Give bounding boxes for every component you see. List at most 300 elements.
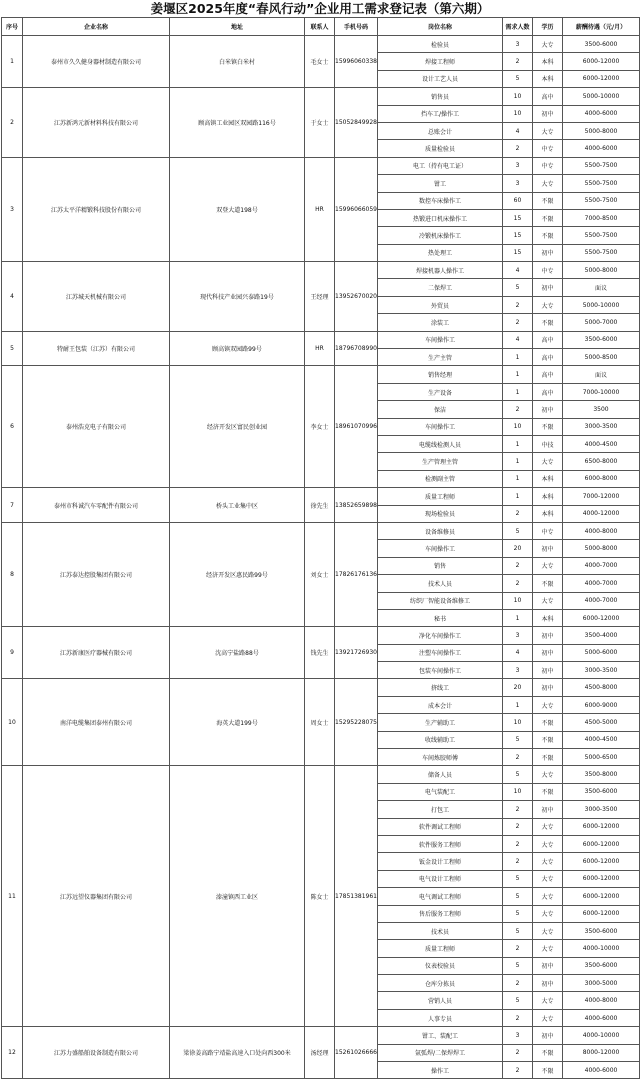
count-cell: 5 bbox=[503, 922, 533, 939]
count-cell: 3 bbox=[503, 36, 533, 53]
position-cell: 焊接机器人操作工 bbox=[378, 262, 503, 279]
position-cell: 电工（持有电工证） bbox=[378, 157, 503, 174]
salary-cell: 5000-8000 bbox=[563, 540, 640, 557]
salary-cell: 6000-12000 bbox=[563, 53, 640, 70]
count-cell: 10 bbox=[503, 105, 533, 122]
address-cell: 梁徐姜高路宁靖盐高速入口处向西300米 bbox=[170, 1027, 305, 1079]
salary-cell: 5500-7500 bbox=[563, 157, 640, 174]
company-cell: 江苏远望仪器集团有限公司 bbox=[23, 766, 170, 1027]
table-row bbox=[2, 88, 640, 105]
salary-cell: 5000-8000 bbox=[563, 262, 640, 279]
company-cell: 南洋电缆集团泰州有限公司 bbox=[23, 679, 170, 766]
contact-cell: 汤经理 bbox=[305, 1027, 335, 1079]
position-cell: 数控车床操作工 bbox=[378, 192, 503, 209]
education-cell: 中专 bbox=[533, 157, 563, 174]
count-cell: 5 bbox=[503, 888, 533, 905]
no-cell: 11 bbox=[2, 766, 23, 1027]
address-cell: 经济开发区惠民路99号 bbox=[170, 522, 305, 626]
education-cell: 初中 bbox=[533, 401, 563, 418]
salary-cell: 4000-10000 bbox=[563, 1027, 640, 1044]
education-cell: 初中 bbox=[533, 279, 563, 296]
count-cell: 5 bbox=[503, 992, 533, 1009]
count-cell: 1 bbox=[503, 435, 533, 452]
company-cell: 泰州浩克电子有限公司 bbox=[23, 366, 170, 488]
education-cell: 大专 bbox=[533, 453, 563, 470]
position-cell: 现场检验员 bbox=[378, 505, 503, 522]
education-cell: 高中 bbox=[533, 366, 563, 383]
salary-cell: 6000-12000 bbox=[563, 818, 640, 835]
position-cell: 设备维修员 bbox=[378, 522, 503, 539]
salary-cell: 7000-10000 bbox=[563, 383, 640, 400]
table-row bbox=[2, 36, 640, 53]
address-cell: 溱潼镇西工业区 bbox=[170, 766, 305, 1027]
table-row bbox=[2, 366, 640, 383]
count-cell: 10 bbox=[503, 88, 533, 105]
salary-cell: 4000-4500 bbox=[563, 435, 640, 452]
salary-cell: 3500-6000 bbox=[563, 957, 640, 974]
salary-cell: 5500-7500 bbox=[563, 175, 640, 192]
salary-cell: 6000-12000 bbox=[563, 888, 640, 905]
position-cell: 电气调试工程师 bbox=[378, 888, 503, 905]
position-cell: 秘书 bbox=[378, 609, 503, 626]
header-row bbox=[2, 18, 640, 36]
salary-cell: 4000-6000 bbox=[563, 140, 640, 157]
count-cell: 2 bbox=[503, 835, 533, 852]
table-row bbox=[2, 522, 640, 539]
count-cell: 1 bbox=[503, 366, 533, 383]
no-cell: 7 bbox=[2, 488, 23, 523]
position-cell: 销售经理 bbox=[378, 366, 503, 383]
education-cell: 大专 bbox=[533, 992, 563, 1009]
salary-cell: 6000-8000 bbox=[563, 470, 640, 487]
salary-cell: 6000-12000 bbox=[563, 905, 640, 922]
count-cell: 3 bbox=[503, 1027, 533, 1044]
position-cell: 检验员 bbox=[378, 36, 503, 53]
education-cell: 不限 bbox=[533, 749, 563, 766]
education-cell: 本科 bbox=[533, 609, 563, 626]
salary-cell: 6000-12000 bbox=[563, 870, 640, 887]
position-cell: 涂装工 bbox=[378, 314, 503, 331]
position-cell: 车间操作工 bbox=[378, 540, 503, 557]
salary-cell: 4000-8000 bbox=[563, 992, 640, 1009]
education-cell: 不限 bbox=[533, 227, 563, 244]
count-cell: 5 bbox=[503, 766, 533, 783]
position-cell: 纺织厂智能设备维修工 bbox=[378, 592, 503, 609]
address-cell: 顾高镇双园路99号 bbox=[170, 331, 305, 366]
header-contact: 联系人 bbox=[305, 18, 335, 36]
position-cell: 软件服务工程师 bbox=[378, 835, 503, 852]
company-cell: 特耐王包装（江苏）有限公司 bbox=[23, 331, 170, 366]
education-cell: 初中 bbox=[533, 801, 563, 818]
salary-cell: 4000-4500 bbox=[563, 731, 640, 748]
education-cell: 大专 bbox=[533, 175, 563, 192]
position-cell: 仓库分拣员 bbox=[378, 975, 503, 992]
count-cell: 3 bbox=[503, 662, 533, 679]
education-cell: 初中 bbox=[533, 540, 563, 557]
count-cell: 3 bbox=[503, 157, 533, 174]
position-cell: 电气设计工程师 bbox=[378, 870, 503, 887]
table-row bbox=[2, 766, 640, 783]
count-cell: 4 bbox=[503, 262, 533, 279]
education-cell: 不限 bbox=[533, 192, 563, 209]
count-cell: 2 bbox=[503, 801, 533, 818]
position-cell: 仪表校验员 bbox=[378, 957, 503, 974]
header-education: 学历 bbox=[533, 18, 563, 36]
count-cell: 2 bbox=[503, 818, 533, 835]
count-cell: 15 bbox=[503, 244, 533, 261]
table-row bbox=[2, 488, 640, 505]
phone-cell: 15295228075 bbox=[335, 679, 378, 766]
position-cell: 营销人员 bbox=[378, 992, 503, 1009]
salary-cell: 3500-6000 bbox=[563, 922, 640, 939]
position-cell: 成本会计 bbox=[378, 696, 503, 713]
no-cell: 10 bbox=[2, 679, 23, 766]
count-cell: 3 bbox=[503, 175, 533, 192]
salary-cell: 3500 bbox=[563, 401, 640, 418]
salary-cell: 面议 bbox=[563, 279, 640, 296]
education-cell: 大专 bbox=[533, 853, 563, 870]
header-salary: 薪酬待遇（元/月） bbox=[563, 18, 640, 36]
address-cell: 双登大道198号 bbox=[170, 157, 305, 261]
count-cell: 2 bbox=[503, 853, 533, 870]
salary-cell: 5000-10000 bbox=[563, 88, 640, 105]
table-row bbox=[2, 679, 640, 696]
education-cell: 中专 bbox=[533, 262, 563, 279]
count-cell: 2 bbox=[503, 296, 533, 313]
position-cell: 氩弧焊/二保焊焊工 bbox=[378, 1044, 503, 1061]
count-cell: 20 bbox=[503, 679, 533, 696]
count-cell: 2 bbox=[503, 53, 533, 70]
position-cell: 冷锻机床操作工 bbox=[378, 227, 503, 244]
position-cell: 检测副主管 bbox=[378, 470, 503, 487]
phone-cell: 15052849928 bbox=[335, 88, 378, 158]
position-cell: 技术员 bbox=[378, 922, 503, 939]
education-cell: 大专 bbox=[533, 296, 563, 313]
salary-cell: 3000-3500 bbox=[563, 418, 640, 435]
salary-cell: 5500-7500 bbox=[563, 192, 640, 209]
count-cell: 1 bbox=[503, 383, 533, 400]
salary-cell: 4000-12000 bbox=[563, 505, 640, 522]
salary-cell: 5000-8000 bbox=[563, 122, 640, 139]
position-cell: 技术人员 bbox=[378, 575, 503, 592]
education-cell: 不限 bbox=[533, 783, 563, 800]
company-cell: 江苏新康医疗器械有限公司 bbox=[23, 627, 170, 679]
education-cell: 不限 bbox=[533, 1062, 563, 1079]
address-cell: 现代科技产业园兴泰路19号 bbox=[170, 262, 305, 332]
recruitment-table bbox=[1, 17, 640, 1079]
education-cell: 初中 bbox=[533, 957, 563, 974]
salary-cell: 4000-6000 bbox=[563, 1062, 640, 1079]
salary-cell: 5000-7000 bbox=[563, 314, 640, 331]
count-cell: 1 bbox=[503, 609, 533, 626]
position-cell: 车间操作工 bbox=[378, 331, 503, 348]
phone-cell: 15261026666 bbox=[335, 1027, 378, 1079]
phone-cell: 17851381961 bbox=[335, 766, 378, 1027]
count-cell: 1 bbox=[503, 349, 533, 366]
table-row bbox=[2, 331, 640, 348]
education-cell: 本科 bbox=[533, 470, 563, 487]
education-cell: 大专 bbox=[533, 940, 563, 957]
no-cell: 2 bbox=[2, 88, 23, 158]
count-cell: 2 bbox=[503, 1062, 533, 1079]
education-cell: 不限 bbox=[533, 714, 563, 731]
count-cell: 1 bbox=[503, 488, 533, 505]
address-cell: 白米镇白米村 bbox=[170, 36, 305, 88]
no-cell: 8 bbox=[2, 522, 23, 626]
count-cell: 5 bbox=[503, 522, 533, 539]
company-cell: 江苏泰达控股集团有限公司 bbox=[23, 522, 170, 626]
education-cell: 初中 bbox=[533, 662, 563, 679]
position-cell: 车间操作工 bbox=[378, 418, 503, 435]
salary-cell: 3000-5000 bbox=[563, 975, 640, 992]
salary-cell: 4500-8000 bbox=[563, 679, 640, 696]
position-cell: 销售员 bbox=[378, 88, 503, 105]
contact-cell: 周女士 bbox=[305, 679, 335, 766]
position-cell: 质量工程师 bbox=[378, 940, 503, 957]
education-cell: 不限 bbox=[533, 1044, 563, 1061]
count-cell: 2 bbox=[503, 975, 533, 992]
salary-cell: 3500-6000 bbox=[563, 331, 640, 348]
salary-cell: 3500-6000 bbox=[563, 783, 640, 800]
salary-cell: 5000-8500 bbox=[563, 349, 640, 366]
position-cell: 质量工程师 bbox=[378, 488, 503, 505]
education-cell: 不限 bbox=[533, 314, 563, 331]
education-cell: 大专 bbox=[533, 818, 563, 835]
no-cell: 5 bbox=[2, 331, 23, 366]
position-cell: 净化车间操作工 bbox=[378, 627, 503, 644]
position-cell: 设计工艺人员 bbox=[378, 70, 503, 87]
position-cell: 收线辅助工 bbox=[378, 731, 503, 748]
contact-cell: 徐先生 bbox=[305, 488, 335, 523]
count-cell: 60 bbox=[503, 192, 533, 209]
education-cell: 大专 bbox=[533, 1009, 563, 1026]
count-cell: 10 bbox=[503, 783, 533, 800]
page-title: 姜堰区2025年度“春风行动”企业用工需求登记表（第六期） bbox=[150, 1, 490, 16]
contact-cell: 陈女士 bbox=[305, 766, 335, 1027]
education-cell: 大专 bbox=[533, 922, 563, 939]
count-cell: 5 bbox=[503, 731, 533, 748]
education-cell: 高中 bbox=[533, 383, 563, 400]
contact-cell: HR bbox=[305, 331, 335, 366]
phone-cell: 15996066059 bbox=[335, 157, 378, 261]
education-cell: 大专 bbox=[533, 36, 563, 53]
position-cell: 二保焊工 bbox=[378, 279, 503, 296]
education-cell: 大专 bbox=[533, 696, 563, 713]
company-cell: 泰州市科诚汽车零配件有限公司 bbox=[23, 488, 170, 523]
position-cell: 生产主管 bbox=[378, 349, 503, 366]
contact-cell: 李女士 bbox=[305, 366, 335, 488]
count-cell: 2 bbox=[503, 1044, 533, 1061]
position-cell: 打包工 bbox=[378, 801, 503, 818]
education-cell: 大专 bbox=[533, 835, 563, 852]
salary-cell: 4000-10000 bbox=[563, 940, 640, 957]
salary-cell: 3500-4000 bbox=[563, 627, 640, 644]
contact-cell: 毛女士 bbox=[305, 36, 335, 88]
count-cell: 2 bbox=[503, 940, 533, 957]
education-cell: 中专 bbox=[533, 140, 563, 157]
phone-cell: 18796708990 bbox=[335, 331, 378, 366]
position-cell: 钳工、装配工 bbox=[378, 1027, 503, 1044]
contact-cell: 刘女士 bbox=[305, 522, 335, 626]
position-cell: 销售 bbox=[378, 557, 503, 574]
contact-cell: 于女士 bbox=[305, 88, 335, 158]
salary-cell: 5000-6500 bbox=[563, 749, 640, 766]
salary-cell: 5500-7500 bbox=[563, 227, 640, 244]
header-company: 企业名称 bbox=[23, 18, 170, 36]
education-cell: 初中 bbox=[533, 244, 563, 261]
header-position: 岗位名称 bbox=[378, 18, 503, 36]
position-cell: 钳工 bbox=[378, 175, 503, 192]
table-row bbox=[2, 157, 640, 174]
education-cell: 大专 bbox=[533, 592, 563, 609]
education-cell: 本科 bbox=[533, 505, 563, 522]
header-count: 需求人数 bbox=[503, 18, 533, 36]
position-cell: 包装车间操作工 bbox=[378, 662, 503, 679]
education-cell: 不限 bbox=[533, 418, 563, 435]
salary-cell: 4000-6000 bbox=[563, 105, 640, 122]
count-cell: 1 bbox=[503, 696, 533, 713]
salary-cell: 3000-3500 bbox=[563, 662, 640, 679]
count-cell: 2 bbox=[503, 557, 533, 574]
address-cell: 海英大道199号 bbox=[170, 679, 305, 766]
count-cell: 2 bbox=[503, 401, 533, 418]
position-cell: 焊接工程师 bbox=[378, 53, 503, 70]
education-cell: 高中 bbox=[533, 88, 563, 105]
education-cell: 初中 bbox=[533, 105, 563, 122]
position-cell: 热处理工 bbox=[378, 244, 503, 261]
no-cell: 9 bbox=[2, 627, 23, 679]
position-cell: 生产设备 bbox=[378, 383, 503, 400]
company-cell: 江苏城天机械有限公司 bbox=[23, 262, 170, 332]
education-cell: 不限 bbox=[533, 575, 563, 592]
salary-cell: 4000-7000 bbox=[563, 592, 640, 609]
salary-cell: 4000-7000 bbox=[563, 575, 640, 592]
company-cell: 江苏新鸿元新材料科技有限公司 bbox=[23, 88, 170, 158]
salary-cell: 7000-8500 bbox=[563, 209, 640, 226]
table-row bbox=[2, 262, 640, 279]
education-cell: 大专 bbox=[533, 766, 563, 783]
salary-cell: 3000-3500 bbox=[563, 801, 640, 818]
position-cell: 生产辅助工 bbox=[378, 714, 503, 731]
count-cell: 4 bbox=[503, 644, 533, 661]
salary-cell: 6000-12000 bbox=[563, 609, 640, 626]
count-cell: 2 bbox=[503, 575, 533, 592]
address-cell: 顾高镇工业园区双园路116号 bbox=[170, 88, 305, 158]
phone-cell: 13921726930 bbox=[335, 627, 378, 679]
salary-cell: 5000-6000 bbox=[563, 644, 640, 661]
position-cell: 保洁 bbox=[378, 401, 503, 418]
education-cell: 大专 bbox=[533, 888, 563, 905]
count-cell: 2 bbox=[503, 140, 533, 157]
education-cell: 大专 bbox=[533, 557, 563, 574]
phone-cell: 13852659898 bbox=[335, 488, 378, 523]
phone-cell: 13952670020 bbox=[335, 262, 378, 332]
phone-cell: 17826176136 bbox=[335, 522, 378, 626]
header-no: 序号 bbox=[2, 18, 23, 36]
count-cell: 2 bbox=[503, 1009, 533, 1026]
salary-cell: 5500-7500 bbox=[563, 244, 640, 261]
education-cell: 本科 bbox=[533, 53, 563, 70]
position-cell: 外贸员 bbox=[378, 296, 503, 313]
count-cell: 4 bbox=[503, 331, 533, 348]
count-cell: 2 bbox=[503, 749, 533, 766]
position-cell: 储备人员 bbox=[378, 766, 503, 783]
count-cell: 5 bbox=[503, 279, 533, 296]
count-cell: 15 bbox=[503, 227, 533, 244]
company-cell: 江苏太平洋精锻科技股份有限公司 bbox=[23, 157, 170, 261]
count-cell: 15 bbox=[503, 209, 533, 226]
education-cell: 大专 bbox=[533, 122, 563, 139]
education-cell: 高中 bbox=[533, 331, 563, 348]
education-cell: 中技 bbox=[533, 435, 563, 452]
salary-cell: 6000-12000 bbox=[563, 70, 640, 87]
salary-cell: 6000-12000 bbox=[563, 853, 640, 870]
position-cell: 生产管理主管 bbox=[378, 453, 503, 470]
count-cell: 2 bbox=[503, 314, 533, 331]
salary-cell: 6000-12000 bbox=[563, 835, 640, 852]
company-cell: 泰州市久久健身器材制造有限公司 bbox=[23, 36, 170, 88]
count-cell: 20 bbox=[503, 540, 533, 557]
position-cell: 挤线工 bbox=[378, 679, 503, 696]
count-cell: 4 bbox=[503, 122, 533, 139]
count-cell: 1 bbox=[503, 453, 533, 470]
position-cell: 热锻进口机床操作工 bbox=[378, 209, 503, 226]
education-cell: 初中 bbox=[533, 1027, 563, 1044]
education-cell: 本科 bbox=[533, 488, 563, 505]
education-cell: 高中 bbox=[533, 349, 563, 366]
position-cell: 挡车工/操作工 bbox=[378, 105, 503, 122]
position-cell: 车间炼胶师傅 bbox=[378, 749, 503, 766]
salary-cell: 4000-8000 bbox=[563, 522, 640, 539]
education-cell: 不限 bbox=[533, 731, 563, 748]
count-cell: 5 bbox=[503, 70, 533, 87]
count-cell: 2 bbox=[503, 505, 533, 522]
position-cell: 人事专员 bbox=[378, 1009, 503, 1026]
company-cell: 江苏力盛船舶设备制造有限公司 bbox=[23, 1027, 170, 1079]
position-cell: 总账会计 bbox=[378, 122, 503, 139]
salary-cell: 3500-6000 bbox=[563, 36, 640, 53]
table-row bbox=[2, 1027, 640, 1044]
count-cell: 5 bbox=[503, 905, 533, 922]
salary-cell: 7000-12000 bbox=[563, 488, 640, 505]
salary-cell: 4000-6000 bbox=[563, 1009, 640, 1026]
salary-cell: 8000-12000 bbox=[563, 1044, 640, 1061]
no-cell: 4 bbox=[2, 262, 23, 332]
position-cell: 电气装配工 bbox=[378, 783, 503, 800]
header-phone: 手机号码 bbox=[335, 18, 378, 36]
header-address: 地址 bbox=[170, 18, 305, 36]
salary-cell: 6500-8000 bbox=[563, 453, 640, 470]
phone-cell: 18961070996 bbox=[335, 366, 378, 488]
position-cell: 质量检验员 bbox=[378, 140, 503, 157]
count-cell: 1 bbox=[503, 470, 533, 487]
address-cell: 沈高宁盐路88号 bbox=[170, 627, 305, 679]
education-cell: 初中 bbox=[533, 644, 563, 661]
address-cell: 经济开发区富民创业园 bbox=[170, 366, 305, 488]
table-row bbox=[2, 627, 640, 644]
salary-cell: 3500-8000 bbox=[563, 766, 640, 783]
no-cell: 3 bbox=[2, 157, 23, 261]
salary-cell: 6000-9000 bbox=[563, 696, 640, 713]
education-cell: 初中 bbox=[533, 975, 563, 992]
count-cell: 5 bbox=[503, 957, 533, 974]
position-cell: 注塑车间操作工 bbox=[378, 644, 503, 661]
count-cell: 5 bbox=[503, 870, 533, 887]
contact-cell: 钱先生 bbox=[305, 627, 335, 679]
salary-cell: 5000-10000 bbox=[563, 296, 640, 313]
no-cell: 12 bbox=[2, 1027, 23, 1079]
position-cell: 售后服务工程师 bbox=[378, 905, 503, 922]
